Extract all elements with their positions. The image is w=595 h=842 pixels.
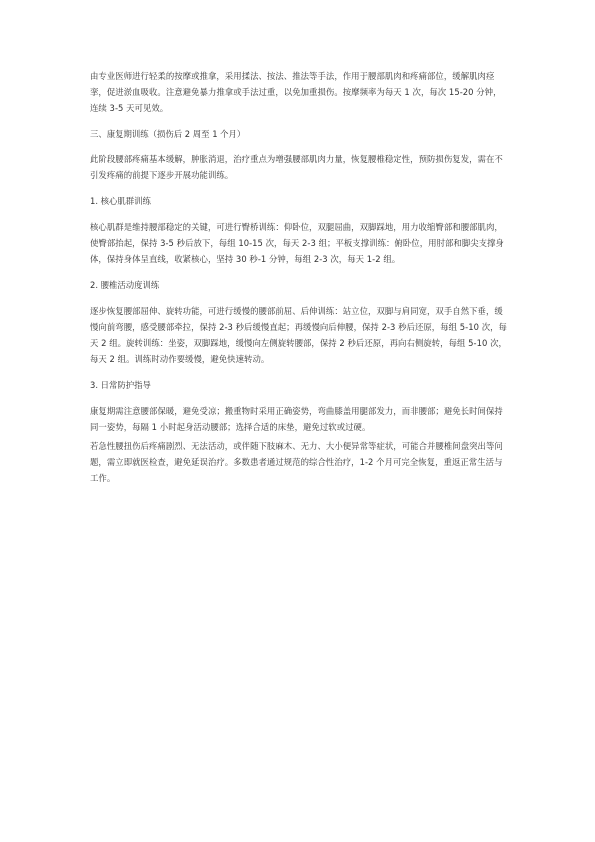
subheading-mobility-training: 2. 腰椎活动度训练 <box>90 280 160 290</box>
massage-paragraph: 由专业医师进行轻柔的按摩或推拿，采用揉法、按法、推法等手法，作用于腰部肌肉和疼痛部位，缓解肌肉痉挛，促进淤血吸收。注意避免暴力推拿或手法过重，以免加重损伤。按摩频率为每天 1 次，每次 15-20 分钟，连续 3-5 天可见效。 <box>90 71 502 113</box>
core-training-paragraph: 核心肌群是维持腰部稳定的关键，可进行臀桥训练：仰卧位，双腿屈曲，双脚踩地，用力收缩臀部和腰部肌肉，使臀部抬起，保持 3-5 秒后放下，每组 10-15 次，每天 2-3 组；平板支撑训练：俯卧位，用肘部和脚尖支撑身体，保持身体呈直线，收紧核心，坚持 30 秒-1 分钟，每组 2-3 次，每天 1-2 组。 <box>90 222 504 264</box>
daily-protection-paragraph: 康复期需注意腰部保暖，避免受凉；搬重物时采用正确姿势，弯曲膝盖用腿部发力，而非腰部；避免长时间保持同一姿势，每隔 1 小时起身活动腰部；选择合适的床垫，避免过软或过硬。 <box>90 406 503 432</box>
subheading-core-training: 1. 核心肌群训练 <box>90 196 151 206</box>
rehab-intro-paragraph: 此阶段腰部疼痛基本缓解，肿胀消退，治疗重点为增强腰部肌肉力量，恢复腰椎稳定性，预防损伤复发，需在不引发疼痛的前提下逐步开展功能训练。 <box>90 154 503 180</box>
section-heading-rehab: 三、康复期训练（损伤后 2 周至 1 个月） <box>90 129 246 139</box>
warning-paragraph: 若急性腰扭伤后疼痛剧烈、无法活动，或伴随下肢麻木、无力、大小便异常等症状，可能合并腰椎间盘突出等问题，需立即就医检查，避免延误治疗。多数患者通过规范的综合性治疗，1-2 个月可完全恢复，重返正常生活与工作。 <box>90 441 503 483</box>
mobility-training-paragraph: 逐步恢复腰部屈伸、旋转功能，可进行缓慢的腰部前屈、后伸训练：站立位，双脚与肩同宽，双手自然下垂，缓慢向前弯腰，感受腰部牵拉，保持 2-3 秒后缓慢直起；再缓慢向后伸腰，保持 2-3 秒后还原，每组 5-10 次，每天 2 组。旋转训练：坐姿，双脚踩地，缓慢向左侧旋转腰部，保持 2 秒后还原，再向右侧旋转，每组 5-10 次，每天 2 组。训练时动作要缓慢，避免快速转动。 <box>90 306 507 364</box>
subheading-daily-protection: 3. 日常防护指导 <box>90 380 151 390</box>
